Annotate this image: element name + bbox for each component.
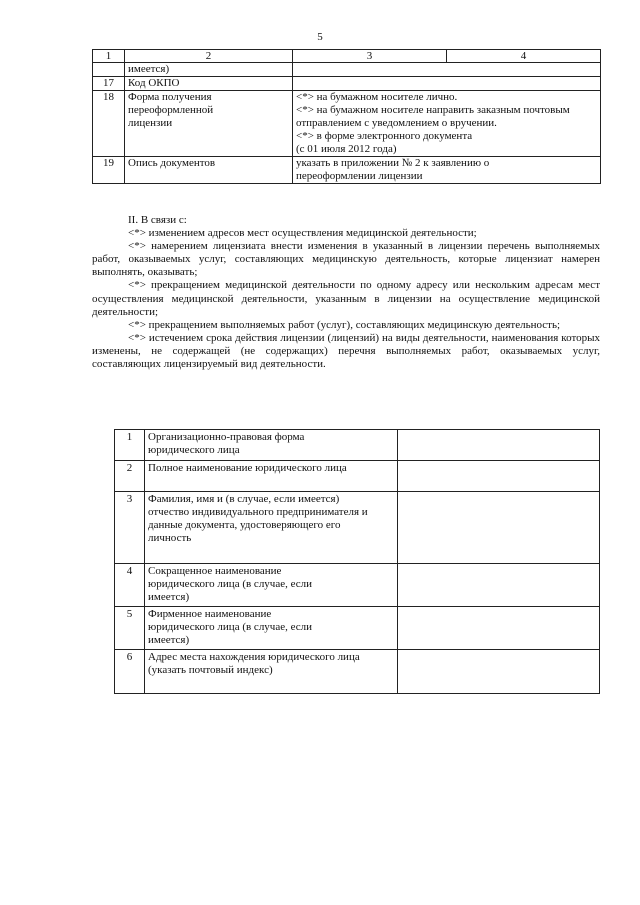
table-row [93,77,601,91]
table-row [115,430,600,461]
row-value [293,91,601,157]
row-label: Полное наименование юридического лица [145,461,398,492]
option-paper-mail[interactable]: <*> на бумажном носителе направить заказным почтовым отправлением с уведомлением о вручении. [296,104,570,129]
table-row [93,91,601,157]
option-electronic-date: (с 01 июля 2012 года) [296,143,397,155]
reason-address-change[interactable]: <*> изменением адресов мест осуществления медицинской деятельности; [128,227,477,240]
row-number: 6 [115,650,145,694]
table-row [93,157,601,184]
section-two [92,214,600,371]
row-number: 18 [93,91,125,157]
reason-services-change[interactable]: <*> намерением лицензиата внести изменения в указанный в лицензии перечень выполняемых работ, оказываемых услуг, составляющих медицинскую деятельность, которые лицензиат намерен выполнять, оказывать; [92,240,600,279]
row-label: Код ОКПО [125,77,293,91]
option-paper-personal[interactable]: <*> на бумажном носителе лично. [296,91,458,103]
page-number: 5 [317,31,323,43]
table-row [115,564,600,607]
header-cell: 1 [93,50,125,63]
applicant-info-table [114,429,600,694]
option-electronic[interactable]: <*> в форме электронного документа [296,130,473,142]
row-label: Фамилия, имя и (в случае, если имеется) отчество индивидуального предпринимателя и данные документа, удостоверяющего его личность [145,492,398,564]
reason-address-termination[interactable]: <*> прекращением медицинской деятельности по одному адресу или нескольким адресам мест осуществления медицинской деятельности, указанным в лицензии на осуществление медицинской деятельности; [92,279,600,318]
section-title: II. В связи с: [128,214,187,226]
row-label: Сокращенное наименование юридического лица (в случае, если имеется) [145,564,398,607]
header-cell: 2 [125,50,293,63]
reason-license-expiry[interactable]: <*> истечением срока действия лицензии (лицензий) на виды деятельности, наименования которых изменены, не содержащей (не содержащих) перечня выполняемых работ, оказываемых услуг, составляющих лицензируемый вид деятельности. [92,331,600,371]
table-row [115,492,600,564]
table-row [115,607,600,650]
row-number: 17 [93,77,125,91]
row-value[interactable] [293,77,601,91]
table-row [115,461,600,492]
reason-services-termination[interactable]: <*> прекращением выполняемых работ (услуг), составляющих медицинскую деятельность; [128,318,561,331]
table-row [115,650,600,694]
row-label: Опись документов [125,157,293,184]
row-value[interactable] [293,63,601,77]
row-number: 4 [115,564,145,607]
row-number: 19 [93,157,125,184]
row-value[interactable] [398,492,600,564]
header-cell: 4 [447,50,601,63]
row-value[interactable] [398,430,600,461]
row-label: имеется) [125,63,293,77]
row-value[interactable] [398,564,600,607]
table-row [93,63,601,77]
row-number: 5 [115,607,145,650]
license-form-table [92,49,601,184]
header-cell: 3 [293,50,447,63]
table-header-row [93,50,601,63]
row-number [93,63,125,77]
row-value[interactable] [398,650,600,694]
row-number: 3 [115,492,145,564]
row-value[interactable] [398,607,600,650]
row-label: Адрес места нахождения юридического лица (указать почтовый индекс) [145,650,398,694]
row-label: Организационно-правовая форма юридического лица [145,430,398,461]
row-label: Форма получения переоформленной лицензии [125,91,293,157]
row-label: Фирменное наименование юридического лица (в случае, если имеется) [145,607,398,650]
row-number: 1 [115,430,145,461]
row-number: 2 [115,461,145,492]
row-value: указать в приложении № 2 к заявлению о переоформлении лицензии [293,157,601,184]
row-value[interactable] [398,461,600,492]
